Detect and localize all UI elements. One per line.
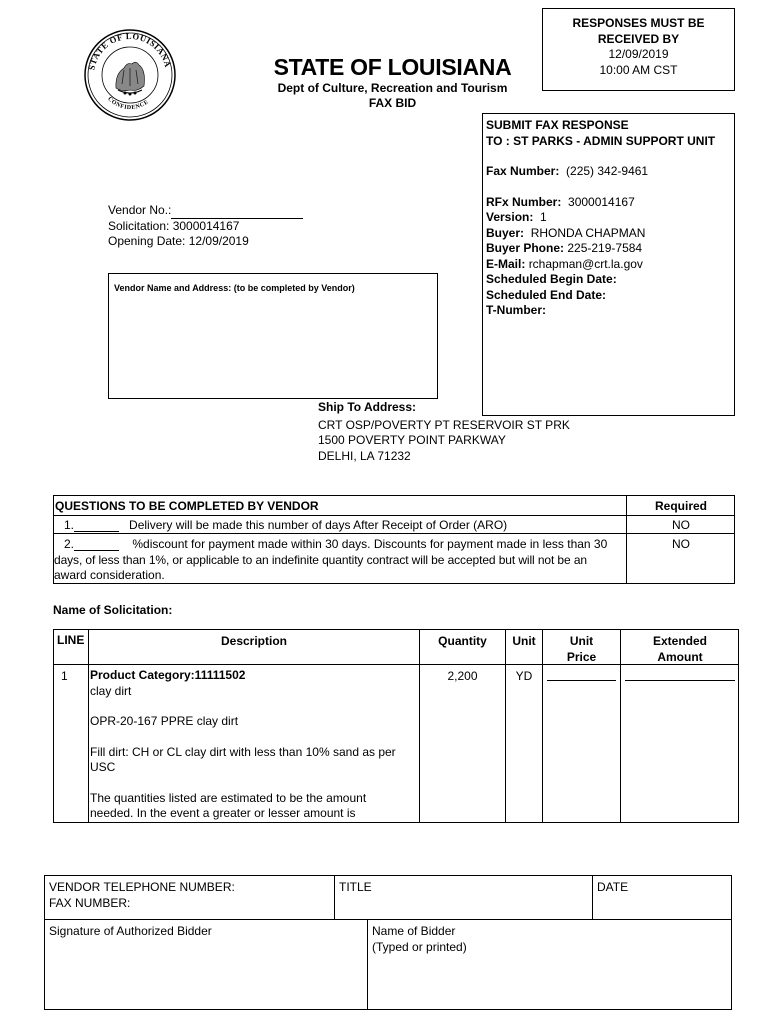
rfx-number-value: 3000014167 <box>568 194 635 209</box>
question-2-line2: days, of less than 1%, or applicable to an indefinite quantity contract will be accepted but will not be an <box>54 553 587 567</box>
responses-line2: RECEIVED BY <box>597 31 680 46</box>
email-label: E-Mail: <box>486 256 526 271</box>
vendor-number-label: Vendor No.: <box>108 203 172 217</box>
date-label: DATE <box>597 880 629 894</box>
solicitation-number: Solicitation: 3000014167 <box>108 218 240 233</box>
description-line4b: needed. In the event a greater or lesser amount is <box>90 806 356 820</box>
version-label: Version: <box>486 210 534 224</box>
vendor-number-field[interactable] <box>171 206 303 219</box>
extended-amount-input[interactable] <box>625 680 735 681</box>
col-header-unit-price <box>543 634 620 665</box>
row-quantity: 2,200 <box>447 669 478 683</box>
question-1-required: NO <box>672 518 690 532</box>
buyer-phone-row <box>486 241 734 257</box>
buyer-value: RHONDA CHAPMAN <box>530 225 646 240</box>
opening-date: Opening Date: 12/09/2019 <box>108 234 249 248</box>
col-header-line: LINE <box>57 633 85 647</box>
question-2-input[interactable] <box>74 539 119 551</box>
question-2 <box>64 537 607 551</box>
questions-header: QUESTIONS TO BE COMPLETED BY VENDOR <box>55 499 319 513</box>
description-line3a: Fill dirt: CH or CL clay dirt with less than 10% sand as per <box>90 744 396 759</box>
col-header-extended-1: Extended <box>652 634 707 648</box>
buyer-label: Buyer: <box>486 225 525 240</box>
scheduled-begin-label: Scheduled Begin Date: <box>486 272 617 286</box>
bidder-name-cell[interactable] <box>372 924 467 955</box>
submit-line2: TO : ST PARKS - ADMIN SUPPORT UNIT <box>486 133 716 148</box>
vendor-telephone-label: VENDOR TELEPHONE NUMBER: <box>49 880 235 894</box>
title-cell[interactable] <box>339 880 372 896</box>
seal-ring-text: STATE OF LOUISIANA <box>86 30 174 71</box>
product-category: Product Category:11111502 <box>90 668 246 682</box>
submit-line1: SUBMIT FAX RESPONSE <box>486 118 629 132</box>
solicitation-name-label: Name of Solicitation: <box>53 603 173 617</box>
ship-to-line1: CRT OSP/POVERTY PT RESERVOIR ST PRK <box>318 417 570 432</box>
fax-number-label: Fax Number: <box>486 164 560 178</box>
col-header-quantity: Quantity <box>438 634 487 648</box>
responses-line1: RESPONSES MUST BE <box>572 16 705 30</box>
vendor-phone-cell[interactable] <box>49 880 235 911</box>
col-header-description: Description <box>220 634 287 648</box>
rfx-number-label: RFx Number: <box>486 194 562 209</box>
bidder-typed-label: (Typed or printed) <box>372 939 467 954</box>
row-unit: YD <box>515 669 533 683</box>
buyer-phone-label: Buyer Phone: <box>486 241 565 255</box>
version-value: 1 <box>540 210 547 224</box>
title-label: TITLE <box>339 880 372 894</box>
scheduled-end-label: Scheduled End Date: <box>486 287 607 302</box>
question-2-number: 2. <box>64 537 75 551</box>
ship-to-label: Ship To Address: <box>318 400 417 414</box>
signature-label: Signature of Authorized Bidder <box>49 924 212 938</box>
question-1-input[interactable] <box>74 520 119 532</box>
unit-price-input[interactable] <box>547 680 616 681</box>
version-row <box>486 210 734 226</box>
vendor-info <box>108 203 303 250</box>
question-1-number: 1. <box>64 518 75 532</box>
fax-number-value: (225) 342-9461 <box>566 164 649 178</box>
seal-bottom-text: CONFIDENCE <box>106 96 151 112</box>
row-description <box>90 668 396 822</box>
vendor-number-row <box>108 203 303 219</box>
col-header-unit-price-1: Unit <box>569 634 594 648</box>
signature-cell[interactable] <box>49 924 212 940</box>
col-header-unit-price-2: Price <box>566 649 597 664</box>
col-header-unit: Unit <box>512 634 536 648</box>
seal-emblem-icon <box>80 28 180 122</box>
email-row <box>486 257 734 273</box>
response-deadline-box <box>542 8 735 91</box>
buyer-phone-value: 225-219-7584 <box>567 241 643 255</box>
question-2-text: %discount for payment made within 30 days. Discounts for payment made in less than 30 <box>132 537 608 551</box>
row-line-number: 1 <box>61 669 68 683</box>
buyer-row <box>486 226 734 242</box>
responses-date: 12/09/2019 <box>608 47 669 61</box>
ship-to-line2: 1500 POVERTY POINT PARKWAY <box>318 433 506 447</box>
question-1-text: Delivery will be made this number of days After Receipt of Order (ARO) <box>129 518 508 532</box>
rfx-number-row <box>486 195 734 211</box>
vendor-name-address-label: Vendor Name and Address: (to be completed by Vendor) <box>114 283 355 293</box>
ship-to-line3: DELHI, LA 71232 <box>318 448 411 463</box>
question-2-required: NO <box>672 537 690 551</box>
fax-number-row <box>486 164 734 180</box>
question-2-line3: award consideration. <box>54 568 165 582</box>
vendor-name-address-box[interactable] <box>108 273 438 399</box>
svg-text:CONFIDENCE <box>106 96 150 111</box>
description-line3b: USC <box>90 760 116 774</box>
vendor-fax-label: FAX NUMBER: <box>49 895 131 910</box>
col-header-extended-2: Amount <box>657 649 703 664</box>
submit-info-box <box>482 113 735 416</box>
description-line1: clay dirt <box>90 683 132 698</box>
document-subtitle: FAX BID <box>368 96 417 110</box>
bidder-name-label: Name of Bidder <box>372 924 456 938</box>
question-1 <box>64 518 507 532</box>
description-line2: OPR-20-167 PPRE clay dirt <box>90 714 239 728</box>
description-line4a: The quantities listed are estimated to be the amount <box>90 790 367 805</box>
responses-time: 10:00 AM CST <box>599 62 678 77</box>
required-header: Required <box>654 499 707 513</box>
t-number-label: T-Number: <box>486 303 546 317</box>
date-cell[interactable] <box>597 880 628 896</box>
ship-to-address <box>318 400 570 464</box>
department-name: Dept of Culture, Recreation and Tourism <box>277 81 508 95</box>
state-seal <box>80 28 180 122</box>
page-title: STATE OF LOUISIANA <box>273 54 512 80</box>
col-header-extended-amount <box>621 634 739 665</box>
email-value[interactable]: rchapman@crt.la.gov <box>528 256 643 271</box>
